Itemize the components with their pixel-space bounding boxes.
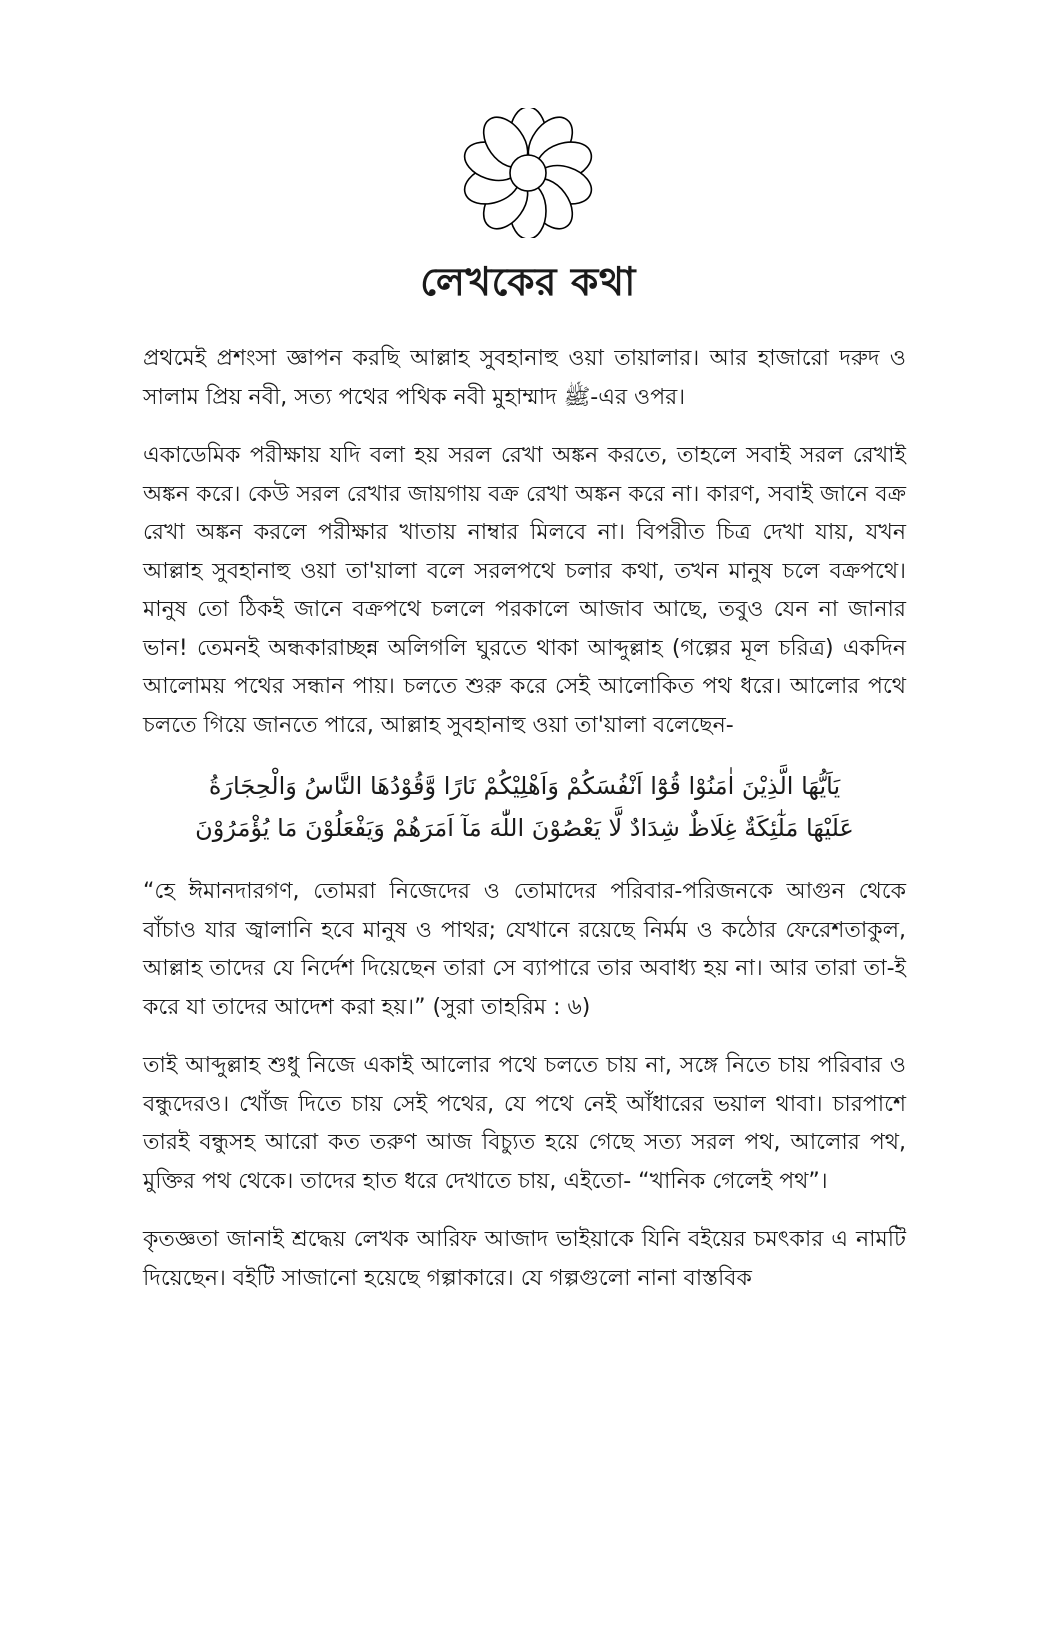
flower-center bbox=[510, 155, 546, 191]
paragraph-straight-path: একাডেমিক পরীক্ষায় যদি বলা হয় সরল রেখা অঙ্কন করতে, তাহলে সবাই সরল রেখাই অঙ্কন করে। কেউ সরল রেখার জায়গায় বক্র রেখা অঙ্কন করে না। কারণ, সবাই জানে বক্র রেখা অঙ্কন করলে পরীক্ষার খাতায় নাম্বার মিলবে না। বিপরীত চিত্র দেখা যায়, যখন আল্লাহ সুবহানাহু ওয়া তা'য়ালা বলে সরলপথে চলার কথা, তখন মানুষ চলে বক্রপথে। মানুষ তো ঠিকই জানে বক্রপথে চললে পরকালে আজাব আছে, তবুও যেন না জানার ভান! তেমনই অন্ধকারাচ্ছন্ন অলিগলি ঘুরতে থাকা আব্দুল্লাহ (গল্পের মূল চরিত্র) একদিন আলোময় পথের সন্ধান পায়। চলতে শুরু করে সেই আলোকিত পথ ধরে। আলোর পথে চলতে গিয়ে জানতে পারে, আল্লাহ সুবহানাহু ওয়া তা'য়ালা বলেছেন- bbox=[143, 443, 906, 738]
paragraph-gratitude: কৃতজ্ঞতা জানাই শ্রদ্ধেয় লেখক আরিফ আজাদ ভাইয়াকে যিনি বইয়ের চমৎকার এ নামটি দিয়েছেন। বইটি সাজানো হয়েছে গল্পাকারে। যে গল্পগুলো নানা বাস্তবিক bbox=[143, 1227, 906, 1291]
paragraph-abdullah-mission: তাই আব্দুল্লাহ শুধু নিজে একাই আলোর পথে চলতে চায় না, সঙ্গে নিতে চায় পরিবার ও বন্ধুদেরও। খোঁজ দিতে চায় সেই পথের, যে পথে নেই আঁধারের ভয়াল থাবা। চারপাশে তারই বন্ধুসহ আরো কত তরুণ আজ বিচ্যুত হয়ে গেছে সত্য সরল পথ, আলোর পথ, মুক্তির পথ থেকে। তাদের হাত ধরে দেখাতে চায়, এইতো- “খানিক গেলেই পথ”। bbox=[143, 1053, 906, 1194]
arabic-verse-line: يَاَيُّهَا الَّذِيْنَ اٰمَنُوْا قُوْٓا اَنْفُسَكُمْ وَاَهْلِيْكُمْ نَارًا وَّقُوْدُهَا النَّاسُ وَالْحِجَارَةُ bbox=[208, 772, 841, 800]
arabic-verse-line: عَلَيْهَا مَلٰٓئِكَةٌ غِلَاظٌ شِدَادٌ لَّا يَعْصُوْنَ اللّٰهَ مَآ اَمَرَهُمْ وَيَفْعَلُوْنَ مَا يُؤْمَرُوْنَ bbox=[195, 814, 854, 842]
arabic-verse bbox=[143, 765, 906, 849]
page-title: লেখকের কথা bbox=[420, 260, 636, 305]
body-text bbox=[143, 340, 906, 1318]
verse-translation: “হে ঈমানদারগণ, তোমরা নিজেদের ও তোমাদের পরিবার-পরিজনকে আগুন থেকে বাঁচাও যার জ্বালানি হবে মানুষ ও পাথর; যেখানে রয়েছে নির্মম ও কঠোর ফেরেশতাকুল, আল্লাহ তাদের যে নির্দেশ দিয়েছেন তারা সে ব্যাপারে তার অবাধ্য হয় না। আর তারা তা-ই করে যা তাদের আদেশ করা হয়।” (সুরা তাহরিম : ৬) bbox=[143, 879, 906, 1020]
flower-icon bbox=[448, 108, 608, 238]
paragraph-opening: প্রথমেই প্রশংসা জ্ঞাপন করছি আল্লাহ সুবহানাহু ওয়া তায়ালার। আর হাজারো দরুদ ও সালাম প্রিয় নবী, সত্য পথের পথিক নবী মুহাম্মাদ ﷺ-এর ওপর। bbox=[143, 346, 906, 410]
